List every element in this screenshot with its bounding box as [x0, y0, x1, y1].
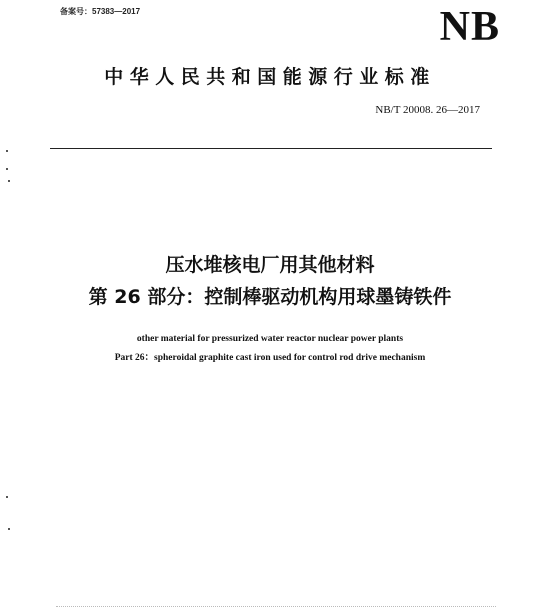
standard-number: NB/T 20008. 26—2017 — [375, 104, 480, 116]
english-title-line-1: other material for pressurized water reactor nuclear power plants — [136, 334, 404, 344]
chinese-title-line-2: 第 26 部分：控制棒驱动机构用球墨铸铁件 — [88, 286, 452, 308]
record-number: 备案号：57383—2017 — [60, 7, 141, 16]
scan-speck — [8, 528, 10, 530]
standard-type-title: 中华人民共和国能源行业标准 — [104, 66, 436, 88]
header-divider — [50, 148, 492, 149]
chinese-title-line-1: 压水堆核电厂用其他材料 — [165, 254, 375, 276]
english-title-line-2: Part 26：spheroidal graphite cast iron used for control rod drive mechanism — [114, 353, 426, 363]
scan-speck — [8, 180, 10, 182]
nb-logo: NB — [439, 4, 500, 50]
scan-speck — [6, 150, 8, 152]
scan-speck — [6, 496, 8, 498]
scan-speck — [6, 168, 8, 170]
